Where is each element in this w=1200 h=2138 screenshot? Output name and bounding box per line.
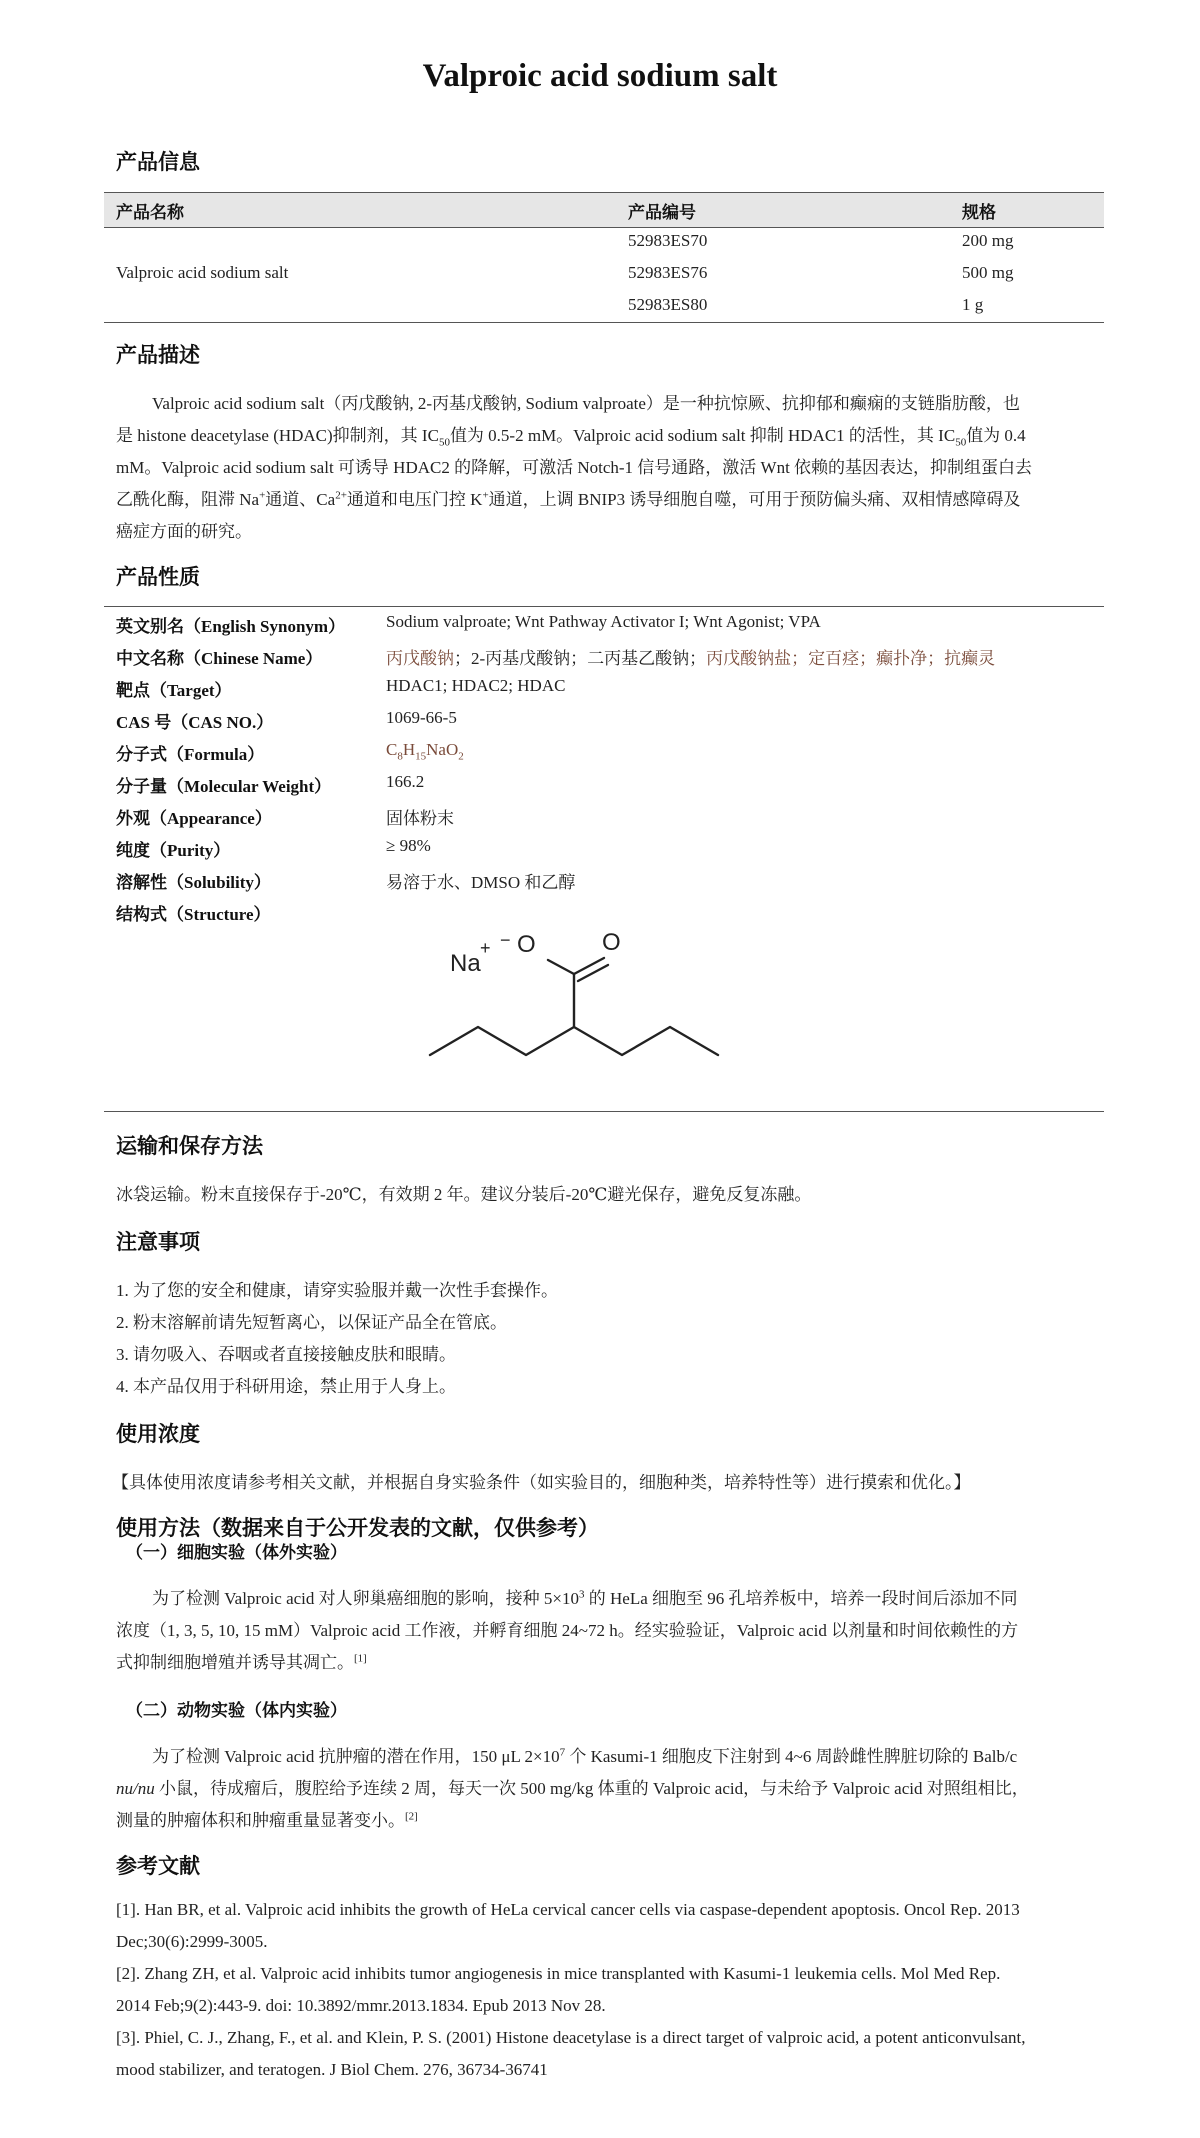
solubility-label: 溶解性（Solubility） — [116, 873, 271, 892]
header-product-name: 产品名称 — [116, 203, 184, 222]
cell-experiment-line-3: 式抑制细胞增殖并诱导其凋亡。[1] — [116, 1652, 367, 1672]
cell-spec: 1 g — [962, 295, 984, 314]
table-header-row — [104, 192, 1104, 228]
description-line-5: 癌症方面的研究。 — [116, 522, 252, 541]
appearance-value: 固体粉末 — [386, 809, 454, 828]
section-description: 产品描述 — [116, 343, 200, 367]
animal-experiment-line-2: nu/nu 小鼠，待成瘤后，腹腔给予连续 2 周，每天一次 500 mg/kg 体重的 Valproic acid，与未给予 Valproic acid 对照组相比， — [116, 1779, 1029, 1798]
section-concentration: 使用浓度 — [116, 1422, 200, 1446]
note-item: 4. 本产品仅用于科研用途，禁止用于人身上。 — [116, 1377, 456, 1396]
negative-charge: − — [500, 930, 511, 950]
target-value: HDAC1; HDAC2; HDAC — [386, 676, 566, 695]
header-spec: 规格 — [962, 203, 996, 222]
appearance-label: 外观（Appearance） — [116, 809, 272, 828]
target-label: 靶点（Target） — [116, 681, 232, 700]
table-bottom-rule — [104, 322, 1104, 323]
oxygen-atom-single: O — [517, 931, 536, 958]
section-notes: 注意事项 — [116, 1230, 200, 1254]
section-properties: 产品性质 — [116, 565, 200, 589]
c-o-double-bond — [574, 958, 604, 974]
mw-value: 166.2 — [386, 772, 425, 791]
purity-label: 纯度（Purity） — [116, 841, 231, 860]
animal-experiment-line-3: 测量的肿瘤体积和肿瘤重量显著变小。[2] — [116, 1810, 418, 1830]
cell-spec: 500 mg — [962, 263, 1014, 282]
cas-value: 1069-66-5 — [386, 708, 457, 727]
formula-label: 分子式（Formula） — [116, 745, 265, 764]
citation-2: [2] — [405, 1810, 418, 1823]
document-title: Valproic acid sodium salt — [422, 58, 778, 94]
animal-experiment-title: （二）动物实验（体内实验） — [126, 1701, 347, 1721]
chinese-name-value: 丙戊酸钠；2-丙基戊酸钠；二丙基乙酸钠；丙戊酸钠盐；定百痉；癫扑净；抗癫灵 — [386, 649, 996, 668]
citation-1: [1] — [354, 1652, 367, 1665]
positive-charge: + — [480, 938, 491, 958]
cas-label: CAS 号（CAS NO.） — [116, 713, 274, 732]
note-item: 1. 为了您的安全和健康，请穿实验服并戴一次性手套操作。 — [116, 1281, 558, 1300]
description-line-4: 乙酰化酶，阻滞 Na+通道、$Ca^{2+}$通道和电压门控 K+通道，上调 BNIP3 诱导细胞自噬，可用于预防偏头痛、双相情感障碍及 — [116, 489, 1021, 509]
section-storage: 运输和保存方法 — [116, 1134, 263, 1158]
structure-label: 结构式（Structure） — [116, 905, 271, 924]
note-item: 2. 粉末溶解前请先短暂离心，以保证产品全在管底。 — [116, 1313, 507, 1332]
sodium-atom: Na — [450, 950, 481, 977]
reference-1-line-1: [1]. Han BR, et al. Valproic acid inhibits the growth of HeLa cervical cancer cells via caspase-dependent apoptosis. Oncol Rep. 2013 — [116, 1900, 1020, 1919]
section-product-info: 产品信息 — [116, 150, 200, 174]
section-method: 使用方法（数据来自于公开发表的文献，仅供参考） — [116, 1516, 599, 1540]
oxygen-atom-double: O — [602, 929, 621, 956]
c-o-double-bond — [578, 965, 608, 981]
properties-bottom-rule — [104, 1111, 1104, 1112]
mw-label: 分子量（Molecular Weight） — [116, 777, 332, 796]
carbon-chain — [430, 1027, 718, 1055]
properties-top-rule — [104, 606, 1104, 607]
cell-spec: 200 mg — [962, 231, 1014, 250]
cell-code: 52983ES70 — [628, 231, 708, 250]
cell-code: 52983ES80 — [628, 295, 708, 314]
note-item: 3. 请勿吸入、吞咽或者直接接触皮肤和眼睛。 — [116, 1345, 456, 1364]
section-references: 参考文献 — [116, 1854, 200, 1878]
formula-value: $C_8H_{15}NaO_2$ — [386, 740, 464, 763]
synonym-value: Sodium valproate; Wnt Pathway Activator I; Wnt Agonist; VPA — [386, 612, 821, 631]
cell-code: 52983ES76 — [628, 263, 708, 282]
chemical-structure — [420, 918, 740, 1068]
reference-2-line-2: 2014 Feb;9(2):443-9. doi: 10.3892/mmr.2013.1834. Epub 2013 Nov 28. — [116, 1996, 606, 2015]
description-line-3: mM。Valproic acid sodium salt 可诱导 HDAC2 的降解，可激活 Notch-1 信号通路，激活 Wnt 依赖的基因表达，抑制组蛋白去 — [116, 458, 1033, 477]
c-o-single-bond — [548, 960, 574, 974]
reference-3-line-1: [3]. Phiel, C. J., Zhang, F., et al. and Klein, P. S. (2001) Histone deacetylase is a direct target of valproic acid, a potent anticonvulsant, — [116, 2028, 1026, 2047]
solubility-value: 易溶于水、DMSO 和乙醇 — [386, 873, 576, 892]
cell-experiment-title: （一）细胞实验（体外实验） — [126, 1543, 347, 1563]
storage-text: 冰袋运输。粉末直接保存于-20℃，有效期 2 年。建议分装后-20℃避光保存，避免反复冻融。 — [116, 1185, 812, 1204]
chinese-name-label: 中文名称（Chinese Name） — [116, 649, 323, 668]
reference-3-line-2: mood stabilizer, and teratogen. J Biol Chem. 276, 36734-36741 — [116, 2060, 548, 2079]
reference-2-line-1: [2]. Zhang ZH, et al. Valproic acid inhibits tumor angiogenesis in mice transplanted with Kasumi-1 leukemia cells. Mol Med Rep. — [116, 1964, 1001, 1983]
synonym-label: 英文别名（English Synonym） — [116, 617, 346, 636]
description-line-2: 是 histone deacetylase (HDAC)抑制剂，其 $IC_{50}$值为 0.5-2 mM。Valproic acid sodium salt 抑制 HDAC1 的活性，其 $IC_{50}$值为 0.4 — [116, 426, 1026, 449]
header-product-code: 产品编号 — [628, 203, 696, 222]
animal-experiment-line-1: 为了检测 Valproic acid 抗肿瘤的潜在作用，150 μL $2\times 10^7$ 个 Kasumi-1 细胞皮下注射到 4~6 周龄雌性脾脏切除的 Balb/c — [152, 1746, 1018, 1766]
cell-product-name: Valproic acid sodium salt — [116, 263, 289, 282]
cell-experiment-line-2: 浓度（1, 3, 5, 10, 15 mM）Valproic acid 工作液，并孵育细胞 24~72 h。经实验验证，Valproic acid 以剂量和时间依赖性的方 — [116, 1621, 1019, 1640]
cell-experiment-line-1: 为了检测 Valproic acid 对人卵巢癌细胞的影响，接种 $5\times 10^3$ 的 HeLa 细胞至 96 孔培养板中，培养一段时间后添加不同 — [152, 1588, 1018, 1608]
purity-value: ≥ 98% — [386, 836, 431, 855]
description-line-1: Valproic acid sodium salt（丙戊酸钠, 2-丙基戊酸钠, Sodium valproate）是一种抗惊厥、抗抑郁和癫痫的支链脂肪酸，也 — [152, 394, 1020, 413]
concentration-text: 【具体使用浓度请参考相关文献，并根据自身实验条件（如实验目的，细胞种类，培养特性等）进行摸索和优化。】 — [112, 1473, 971, 1492]
reference-1-line-2: Dec;30(6):2999-3005. — [116, 1932, 268, 1951]
